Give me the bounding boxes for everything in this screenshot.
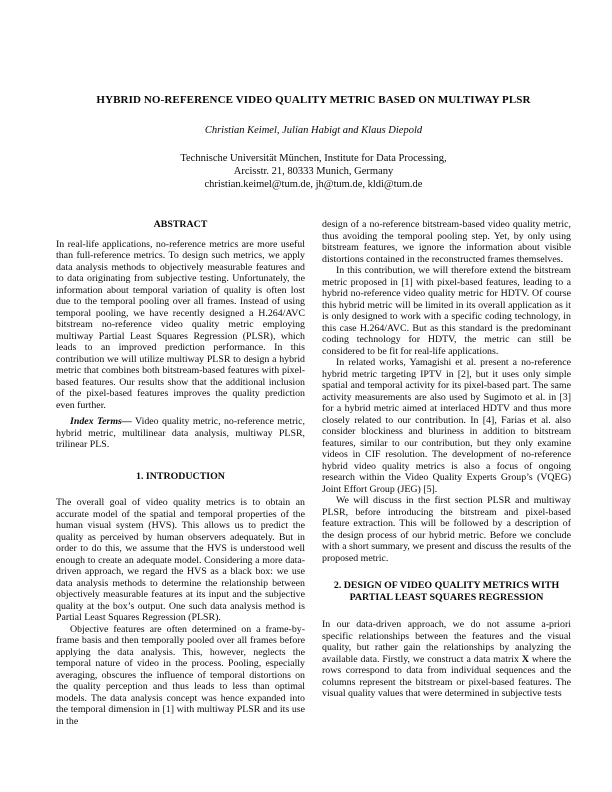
matrix-x-symbol: X — [521, 653, 529, 665]
authors-line: Christian Keimel, Julian Habigt and Klaus Diepold — [204, 125, 423, 136]
affiliation-email-line: christian.keimel@tum.de, jh@tum.de, kldi@tum.de — [204, 179, 423, 190]
section2-paragraph — [322, 619, 571, 700]
affiliation-institute-line: Technische Universität München, Institute for Data Processing, — [180, 153, 447, 164]
index-terms-paragraph — [56, 416, 305, 451]
related-works-paragraph: In related works, Yamagishi et al. present a no-reference hybrid metric targeting IPTV in [2], but it uses only simple spatial and temporal activity for its pixel-based part. The same activity measurements are also used by Sugimoto et al. in [3] for a hybrid metric aimed at interlaced HDTV and thus more closely related to our contribution. In [4], Farias et al. also consider blockiness and bluriness in addition to bitstream features, similar to our contribution, but they only examine videos in CIF resolution. The development of no-reference hybrid video quality metrics is also a focus of ongoing research within the Video Quality Experts Group’s (VQEG) Joint Effort Group (JEG) [5]. — [322, 357, 571, 495]
two-column-body — [56, 219, 571, 727]
abstract-paragraph: In real-life applications, no-reference metrics are more useful than full-reference metrics. To design such metrics, we apply data analysis methods to objectively measurable features and to data originating from subjective testing. Unfortunately, the information about temporal variation of quality is often lost due to the temporal pooling over all frames. Instead of using temporal pooling, we have recently designed a H.264/AVC bitstream no-reference video quality metric employing multiway Partial Least Squares Regression (PLSR), which leads to an improved prediction performance. In this contribution we will utilize multiway PLSR to design a hybrid metric that combines both bitstream-based features with pixel-based features. Our results show that the additional inclusion of the pixel-based features improves the quality prediction even further. — [56, 238, 305, 411]
left-column — [56, 219, 305, 727]
abstract-heading: ABSTRACT — [153, 219, 208, 230]
section2-text-before: In our data-driven approach, we do not assume a-priori specific relationships between the features and the visual quality, but rather gain the relationships by analyzing the available data. Firstly, we construct a data matrix — [322, 619, 571, 665]
index-terms-label: Index Terms— — [70, 416, 132, 427]
paper-title: HYBRID NO-REFERENCE VIDEO QUALITY METRIC BASED ON MULTIWAY PLSR — [96, 94, 531, 106]
index-terms-text: Video quality metric, no-reference metric, hybrid metric, multilinear data analysis, multiway PLSR, trilinear PLS. — [56, 416, 305, 450]
section2-text-after: where the rows correspond to data from individual sequences and the columns represent the bitstream or pixel-based features. The visual quality values that were determined in subjective tests — [322, 653, 571, 699]
section2-heading: 2. DESIGN OF VIDEO QUALITY METRICS WITH PARTIAL LEAST SQUARES REGRESSION — [333, 580, 560, 603]
introduction-paragraph-2: Objective features are often determined on a frame-by-frame basis and then temporally pooled over all frames before applying the data analysis. This, however, neglects the temporal nature of video in the process. Pooling, especially averaging, obscures the influence of temporal distortions on the quality perception and thus leads to less than optimal models. The data analysis concept was hence expanded into the temporal dimension in [1] with multiway PLSR and its use in the — [56, 623, 305, 727]
contribution-paragraph: In this contribution, we will therefore extend the bitstream metric proposed in [1] with pixel-based features, leading to a hybrid no-reference video quality metric for HDTV. Of course this hybrid metric will be limited in its overall application as it is only designed to work with a specific coding technology, in this case H.264/AVC. But as this standard is the predominant coding technology for HDTV, the metric can still be considered to be fit for real-life applications. — [322, 265, 571, 357]
introduction-heading: 1. INTRODUCTION — [136, 470, 225, 482]
outline-paragraph: We will discuss in the first section PLSR and multiway PLSR, before introducing the bitstream and pixel-based feature extraction. This will be followed by a description of the design process of our hybrid metric. Before we conclude with a short summary, we present and discuss the results of the proposed metric. — [322, 495, 571, 564]
introduction-paragraph-1: The overall goal of video quality metrics is to obtain an accurate model of the spatial and temporal properties of the human visual system (HVS). This allows us to predict the quality as perceived by human observers adequately. But in order to do this, we assume that the HVS is understood well enough to create an adequate model. Considering a more data-driven approach, we regard the HVS as a black box: we use data analysis methods to determine the relationship between objectively measurable features at its input and the subjective quality at the box’s output. One such data analysis method is Partial Least Squares Regression (PLSR). — [56, 497, 305, 623]
affiliation-address-line: Arcisstr. 21, 80333 Munich, Germany — [233, 166, 394, 177]
right-column — [322, 219, 571, 727]
continued-paragraph: design of a no-reference bitstream-based video quality metric, thus avoiding the temporal pooling step. Yet, by only using bitstream features, we ignore the information about visible distortions contained in the reconstructed frames themselves. — [322, 219, 571, 265]
affiliation-block — [56, 152, 571, 191]
